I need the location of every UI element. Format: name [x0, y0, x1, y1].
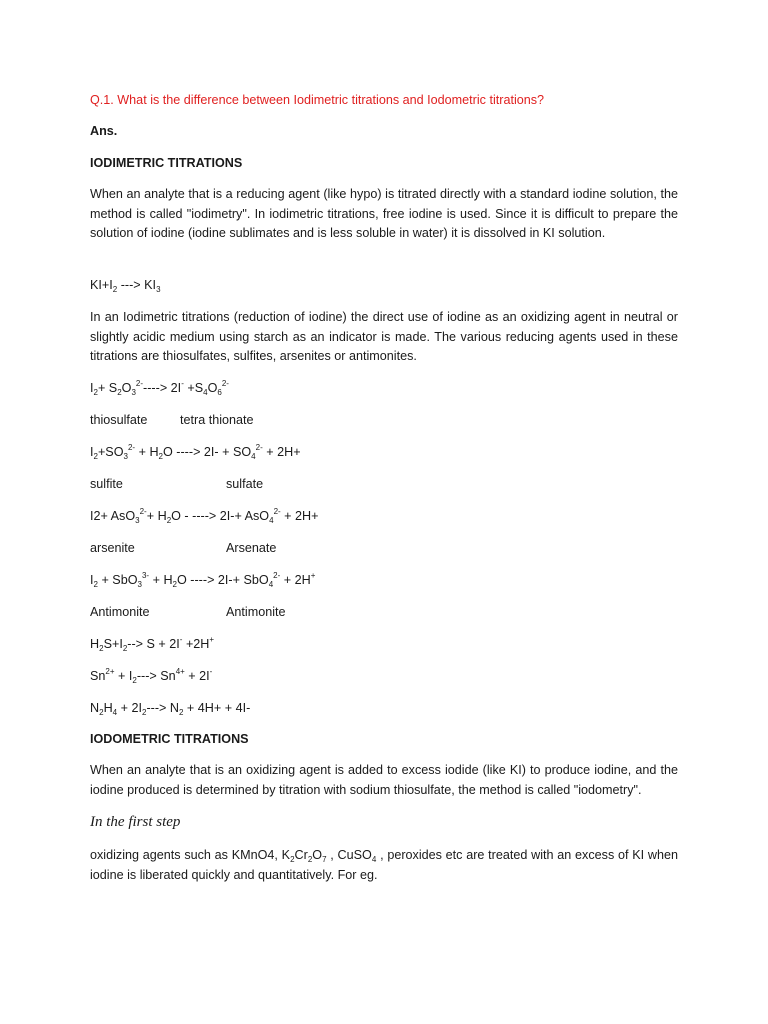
equation-hydrazine: $N_2H_4 + 2I_2---> N_2 + 4H+ + 4I-$ — [90, 701, 251, 717]
label-row-sulfite — [90, 476, 263, 492]
label-arsenate: Arsenate — [226, 541, 277, 555]
label-sulfate: sulfate — [226, 477, 264, 491]
question-text: Q.1. What is the difference between Iodimetric titrations and Iodometric titrations? — [90, 93, 545, 107]
label-antimonite-1: Antimonite — [90, 605, 150, 619]
equation-tin: $Sn^{2+} + I_2---> Sn^{4+} + 2I^-$ — [90, 667, 213, 685]
answer-label: Ans. — [90, 124, 118, 138]
iodimetric-paragraph-2: In an Iodimetric titrations (reduction of iodine) the direct use of iodine as an oxidizing agent in neutral or slightly acidic medium using starch as an indicator is made. The various reducing agents used in these titrations are thiosulfates, sulfites, arsenites or antimonites. — [90, 310, 678, 363]
first-step-heading: In the first step — [90, 814, 181, 830]
equation-antimonite: $I_2 + SbO_3^{3-} + H_2O$ ----> 2I-+ SbO$_4^{2-}$ + 2H+ — [90, 571, 316, 589]
equation-thiosulfate: $I_2+ S_2O_3^{2-}----> 2I^- +S_4O_6^{2-}$ — [90, 379, 229, 397]
equation-sulfite: $I_2+SO_3^{2-} + H_2O$ ----> $2I- + SO_4^{2-} + 2H+$ — [90, 443, 301, 461]
equation-h2s: $H_2S+I_2--> S + 2I^- +2H^+$ — [90, 635, 215, 653]
equation-ki-i2: $KI+I_2$ ---> $KI_3$ — [90, 278, 161, 294]
equation-arsenite: $I2+ AsO_3^{2-}+ H_2O$ - ----> 2I-+ AsO$_4^{2-}$ + 2H+ — [90, 507, 319, 525]
label-tetrathionate: tetra thionate — [180, 413, 254, 427]
iodimetric-paragraph-1: When an analyte that is a reducing agent (like hypo) is titrated directly with a standard iodine solution, the method is called "iodimetry". In iodimetric titrations, free iodine is used. Since it is difficult to prepare the solution of iodine (iodine sublimates and is less soluble in water) it is dissolved in KI solution. — [90, 187, 678, 240]
iodometric-paragraph-2-end: , peroxides etc are treated with an excess of KI when iodine is liberated quickly and quantitatively. For eg. — [90, 848, 679, 882]
label-row-antimonite — [90, 604, 286, 620]
label-row-thiosulfate — [90, 412, 254, 428]
iodimetric-heading: IODIMETRIC TITRATIONS — [90, 156, 243, 170]
label-sulfite: sulfite — [90, 477, 123, 491]
label-row-arsenite — [90, 540, 276, 556]
iodometric-paragraph-1: When an analyte that is an oxidizing agent is added to excess iodide (like KI) to produce iodine, and the iodine produced is determined by titration with sodium thiosulfate, the method is called "iodometry". — [90, 763, 678, 797]
iodometric-paragraph-2: oxidizing agents such as KMnO4, $K_2Cr_2O_7$ , CuSO$_4$ , peroxides etc are treated with an excess of KI when iodine is liberated quickly and quantitatively. For eg. — [90, 848, 679, 882]
iodometric-heading: IODOMETRIC TITRATIONS — [90, 732, 249, 746]
label-antimonite-2: Antimonite — [226, 605, 286, 619]
label-arsenite: arsenite — [90, 541, 135, 555]
label-thiosulfate: thiosulfate — [90, 413, 148, 427]
